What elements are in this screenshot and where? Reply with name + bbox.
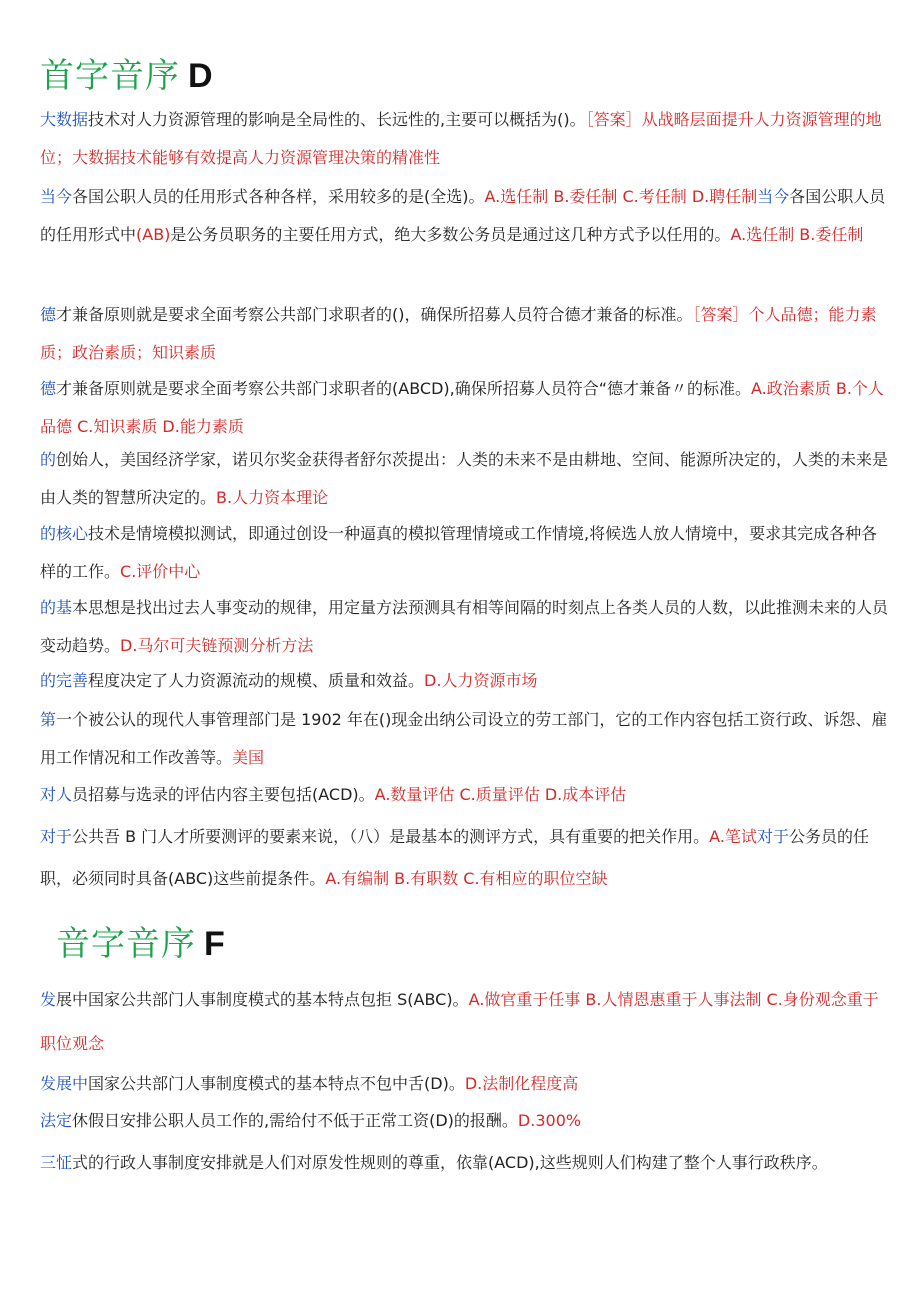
entry-answer: A.政治素质 B.个人品德 C.知识素质 D.能力素质	[40, 379, 884, 436]
entry-appointment-forms	[40, 178, 892, 254]
entry-question: 才兼备原则就是要求全面考察公共部门求职者的(ABCD),确保所招募人员符合“德才兼备〃的标准。	[56, 379, 752, 398]
entry-lead: 的基	[40, 598, 73, 617]
heading-letter: F	[204, 925, 225, 963]
entry-spontaneous-rules	[40, 1144, 892, 1182]
entry-big-data	[40, 101, 892, 177]
entry-answer: D.马尔可夫链预测分析方法	[120, 636, 314, 655]
entry-answer: ［答案］从战略层面提升人力资源管理的地位；大数据技术能够有效提高人力资源管理决策的精准性	[40, 110, 882, 167]
entry-first-personnel-dept	[40, 701, 892, 777]
entry-lead: 德	[40, 305, 57, 324]
entry-recruitment-evaluation	[40, 776, 892, 814]
entry-question: 创始人，美国经济学家，诺贝尔奖金获得者舒尔茨提出：人类的未来不是由耕地、空间、能源所决定的，人类的未来是由人类的智慧所决定的。	[40, 450, 889, 507]
entry-human-capital	[40, 441, 892, 517]
entry-markov-chain	[40, 589, 892, 665]
entry-lead: 发展中	[40, 1074, 89, 1093]
entry-answer: A.笔试	[709, 827, 757, 846]
entry-question-2: 公务员的任职，必须同时具备(ABC)这些前提条件。	[40, 827, 869, 888]
entry-hr-market	[40, 662, 892, 700]
entry-answer: ［答案］个人品德；能力素质；政治素质；知识素质	[40, 305, 877, 362]
entry-assessment-center	[40, 515, 892, 591]
entry-question-3: 是公务员职务的主要任用方式，绝大多数公务员是通过这几种方式予以任用的。	[170, 225, 731, 244]
heading-text: 首字音序	[40, 56, 180, 96]
entry-question: 各国公职人员的任用形式各种各样，采用较多的是(全选)。	[72, 187, 485, 206]
entry-question: 员招募与选录的评估内容主要包括(ACD)。	[72, 785, 375, 804]
entry-lead: 的	[40, 450, 57, 469]
entry-lead: 的核心	[40, 524, 89, 543]
entry-answer-2: A.有编制 B.有职数 C.有相应的职位空缺	[325, 869, 608, 888]
entry-developing-countries-2	[40, 1065, 892, 1103]
entry-answer: C.评价中心	[120, 562, 201, 581]
entry-lead-2: 当今	[757, 187, 790, 206]
entry-answer: D.人力资源市场	[424, 671, 538, 690]
entry-lead: 的完善	[40, 671, 89, 690]
entry-question: 程度决定了人力资源流动的规模、质量和效益。	[88, 671, 425, 690]
entry-answer: B.人力资本理论	[216, 488, 329, 507]
entry-virtue-talent-2	[40, 370, 892, 446]
entry-virtue-talent-1	[40, 296, 892, 372]
entry-lead: 德	[40, 379, 57, 398]
entry-answer: 美国	[232, 748, 265, 767]
entry-question: 公共吾 B 门人才所要测评的要素来说，（八）是最基本的测评方式，具有重要的把关作用。	[72, 827, 710, 846]
entry-lead: 当今	[40, 187, 73, 206]
entry-question: 展中国家公共部门人事制度模式的基本特点包拒 S(ABC)。	[56, 990, 469, 1009]
entry-answer: D.法制化程度高	[464, 1074, 579, 1093]
entry-lead: 大数据	[40, 110, 89, 129]
entry-lead: 三怔	[40, 1153, 73, 1172]
entry-written-test	[40, 816, 892, 900]
entry-question: 式的行政人事制度安排就是人们对原发性规则的尊重，依靠(ACD),这些规则人们构建了整个人事行政秩序。	[72, 1153, 828, 1172]
entry-lead: 发	[40, 990, 57, 1009]
entry-question: 技术对人力资源管理的影响是全局性的、长远性的,主要可以概括为()。	[88, 110, 586, 129]
entry-question: 技术是情境模拟测试，即通过创设一种逼真的模拟管理情境或工作情境,将候选人放人情境中，要求其完成各种各样的工作。	[40, 524, 878, 581]
entry-mid-answer: (AB)	[136, 225, 171, 244]
entry-lead: 第	[40, 710, 57, 729]
entry-legal-holiday	[40, 1102, 892, 1140]
section-heading-d	[40, 48, 213, 97]
entry-lead: 对人	[40, 785, 73, 804]
entry-question: 本思想是找出过去人事变动的规律，用定量方法预测具有相等间隔的时刻点上各类人员的人数，以此推测未来的人员变动趋势。	[40, 598, 889, 655]
entry-question-2: 各国公职人员的任用形式中	[40, 187, 886, 244]
entry-answer: D.300%	[517, 1111, 582, 1130]
entry-answer: A.选任制 B.委任制 C.考任制 D.聘任制	[484, 187, 758, 206]
entry-question: 才兼备原则就是要求全面考察公共部门求职者的()，确保所招募人员符合德才兼备的标准。	[56, 305, 693, 324]
heading-text: 音字音序	[56, 924, 196, 964]
heading-letter: D	[188, 57, 213, 95]
entry-developing-countries-1	[40, 978, 892, 1066]
entry-question: 一个被公认的现代人事管理部门是 1902 年在()现金出纳公司设立的劳工部门，它的工作内容包括工资行政、诉怨、雇用工作情况和工作改善等。	[40, 710, 888, 767]
entry-answer-2: A.选任制 B.委任制	[730, 225, 864, 244]
section-heading-f	[56, 916, 225, 965]
entry-lead-2: 对于	[756, 827, 789, 846]
entry-answer: A.做官重于任事 B.人情恩惠重于人事法制 C.身份观念重于职位观念	[40, 990, 879, 1053]
entry-lead: 对于	[40, 827, 73, 846]
entry-answer: A.数量评估 C.质量评估 D.成本评估	[374, 785, 627, 804]
entry-question: 国家公共部门人事制度模式的基本特点不包中舌(D)。	[88, 1074, 465, 1093]
entry-question: 休假日安排公职人员工作的,需给付不低于正常工资(D)的报酬。	[72, 1111, 518, 1130]
entry-lead: 法定	[40, 1111, 73, 1130]
